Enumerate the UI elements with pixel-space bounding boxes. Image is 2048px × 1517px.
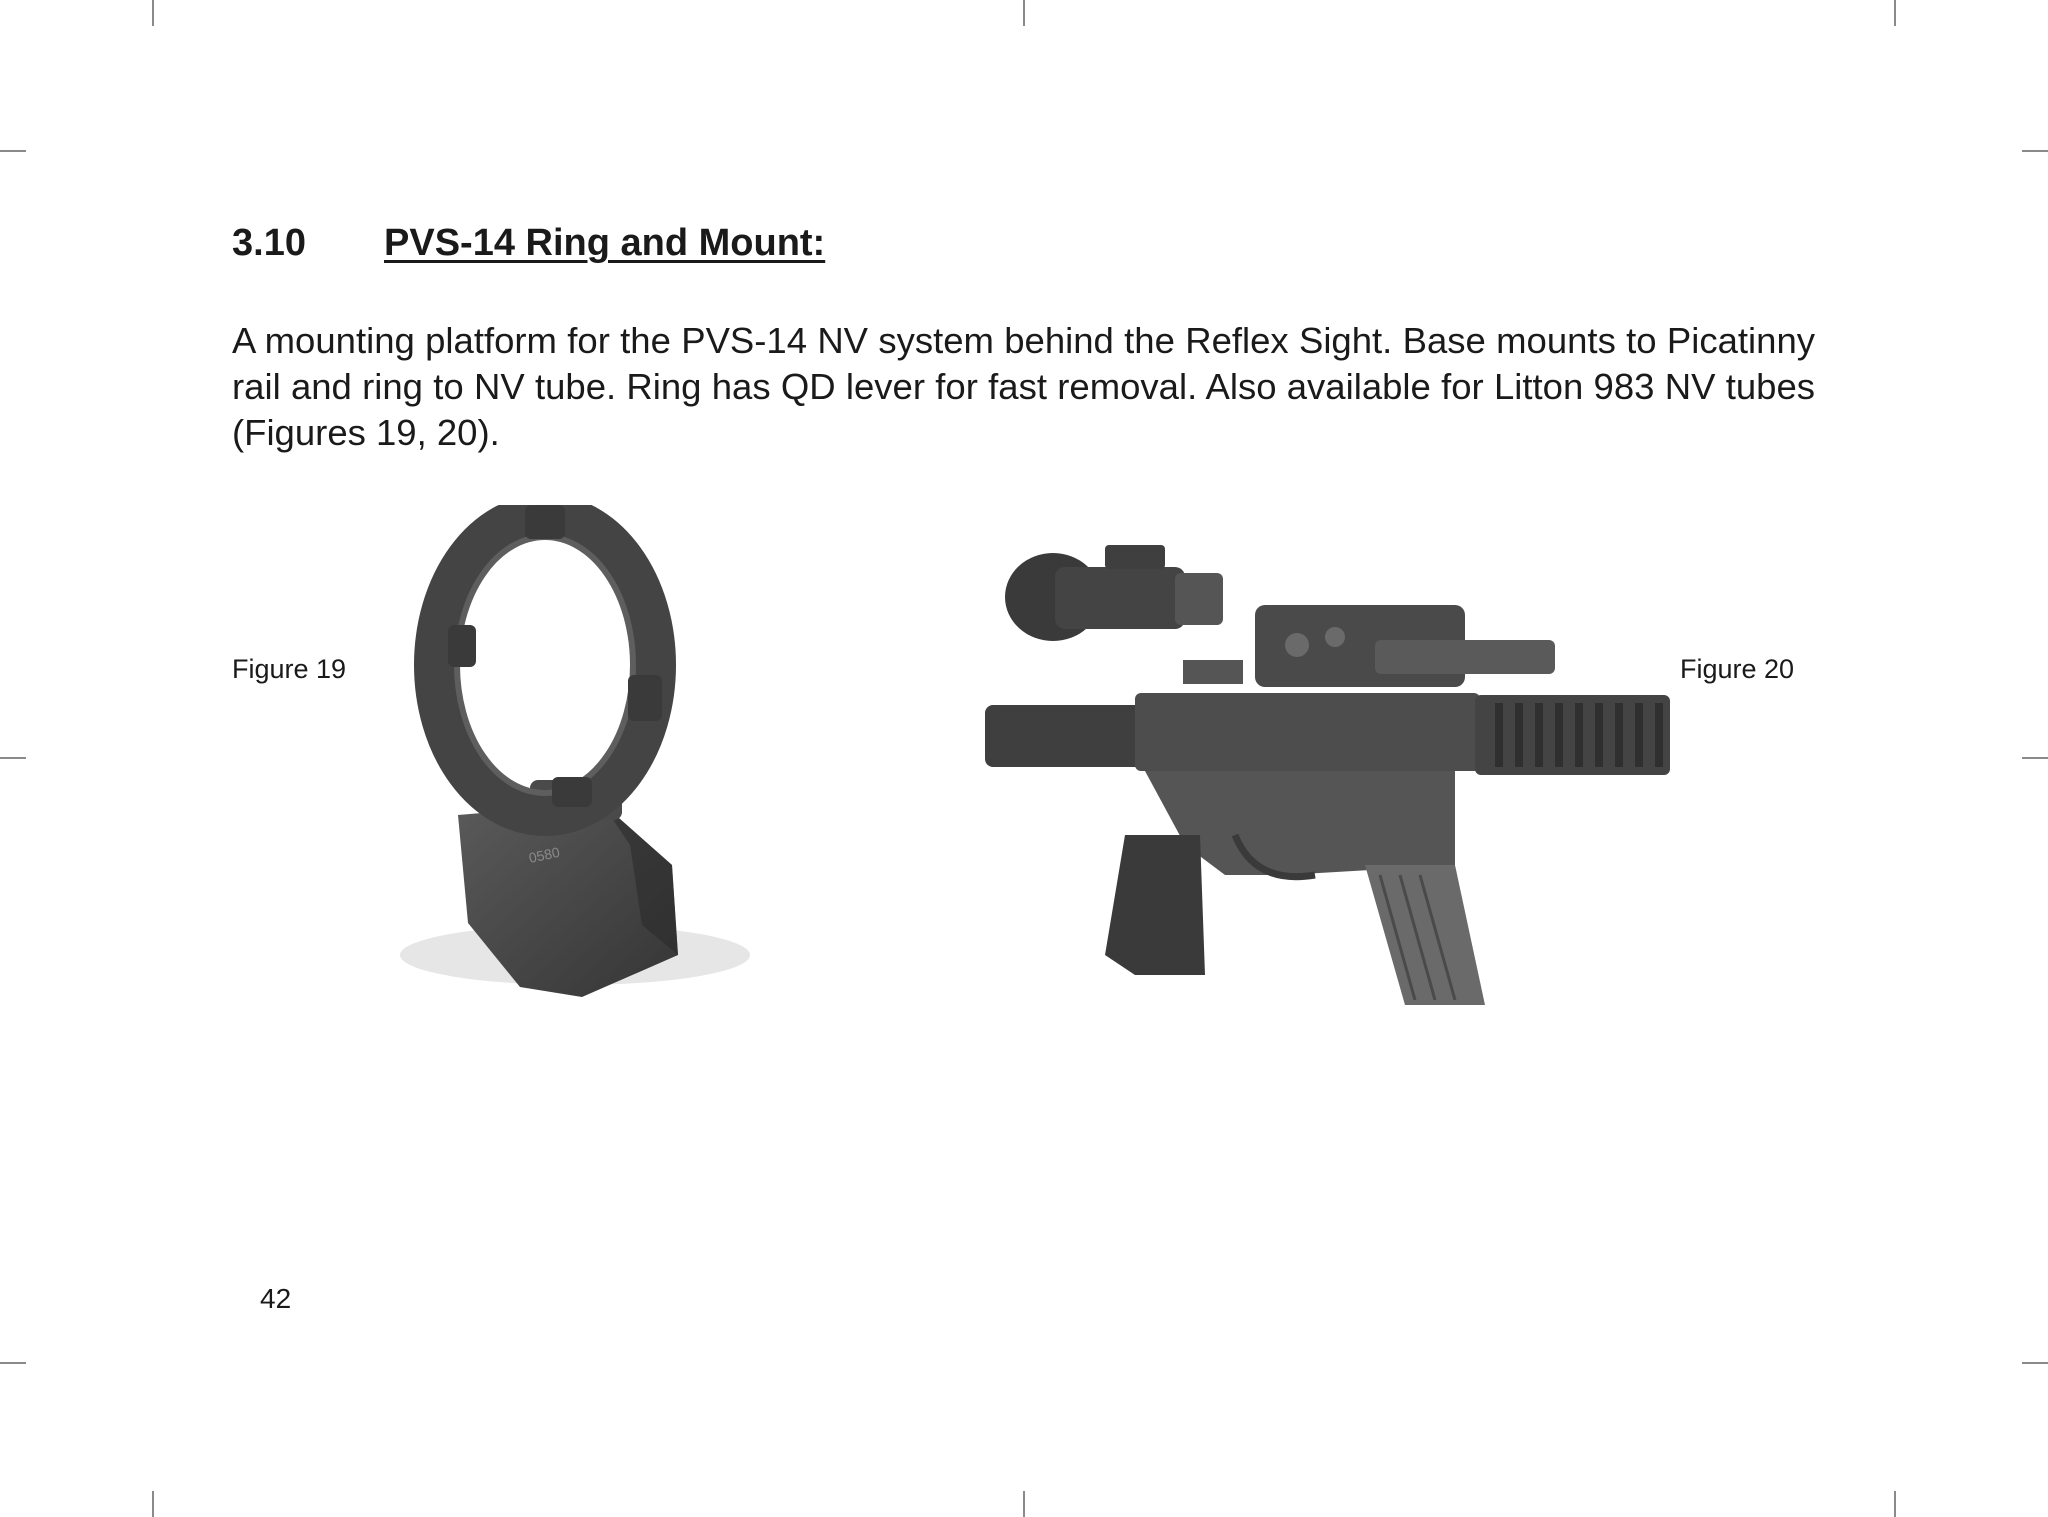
crop-mark: [152, 1491, 154, 1517]
crop-mark: [2022, 757, 2048, 759]
crop-mark: [2022, 1362, 2048, 1364]
ring-mount-photo: [380, 505, 760, 1005]
section-heading: [232, 222, 825, 265]
crop-mark: [1023, 1491, 1025, 1517]
section-title: PVS-14 Ring and Mount:: [384, 222, 826, 264]
page-number: 42: [260, 1283, 292, 1314]
crop-mark: [1894, 1491, 1896, 1517]
figure-19-caption: Figure 19: [232, 654, 347, 684]
crop-mark: [1023, 0, 1025, 26]
figure-20-caption: Figure 20: [1680, 654, 1795, 684]
crop-mark: [0, 150, 26, 152]
crop-mark: [0, 1362, 26, 1364]
crop-mark: [152, 0, 154, 26]
crop-mark: [1894, 0, 1896, 26]
crop-mark: [0, 757, 26, 759]
crop-mark: [2022, 150, 2048, 152]
svg-text:0580: 0580: [527, 843, 562, 866]
section-number: 3.10: [232, 222, 306, 264]
body-paragraph: A mounting platform for the PVS-14 NV system behind the Reflex Sight. Base mounts to Picatinny rail and ring to NV tube. Ring has QD lever for fast removal. Also available for Litton 983 NV tubes (Figures 19, 20).: [232, 320, 1815, 453]
rifle-nv-photo: [985, 545, 1670, 1005]
